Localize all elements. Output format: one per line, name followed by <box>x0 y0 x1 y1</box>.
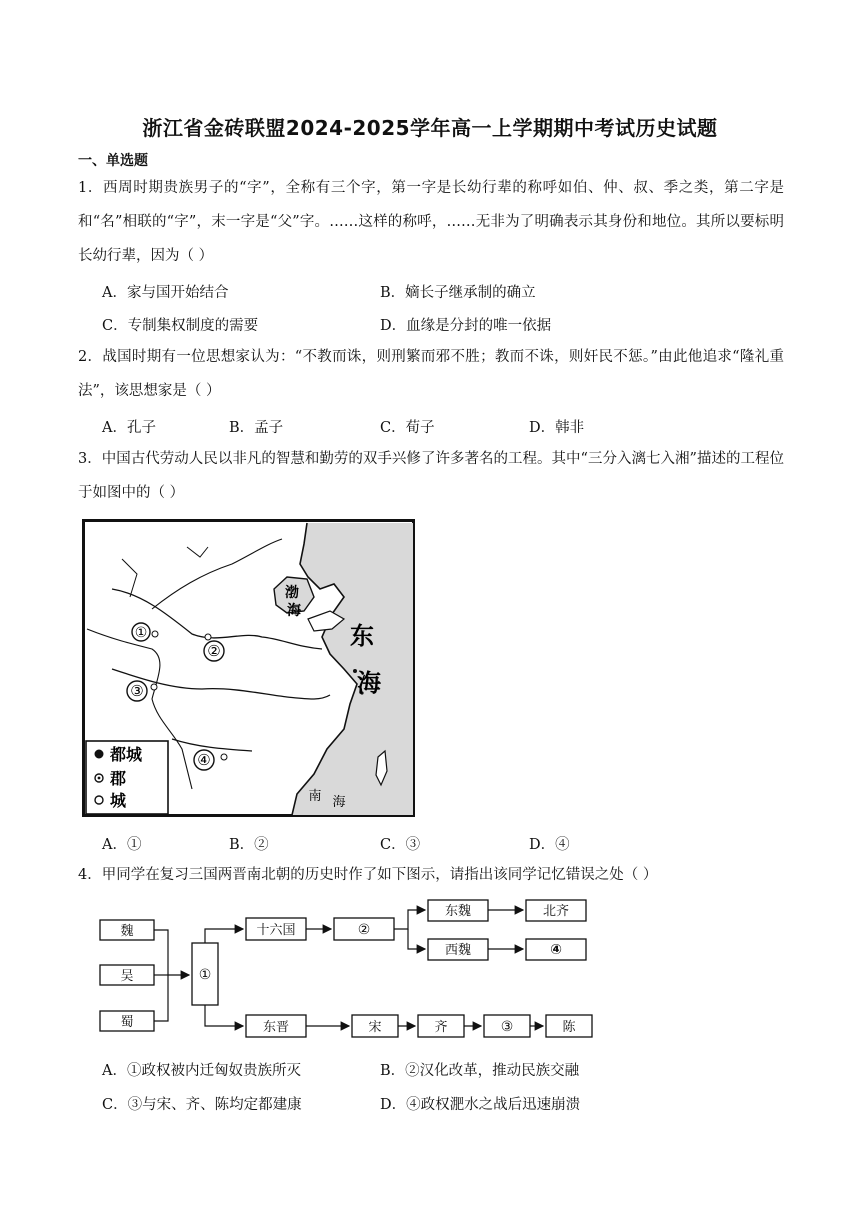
q2-option-c[interactable]: C．荀子 <box>380 420 435 436</box>
box-sixteen-kingdoms: 十六国 <box>256 923 296 938</box>
q1-option-d[interactable]: D．血缘是分封的唯一依据 <box>380 318 552 334</box>
q2-option-a[interactable]: A．孔子 <box>102 420 156 436</box>
box-qi: 齐 <box>434 1020 448 1035</box>
q1-option-a[interactable]: A．家与国开始结合 <box>102 285 229 301</box>
box-chen: 陈 <box>562 1020 576 1035</box>
box-4: ④ <box>550 942 562 958</box>
q4-option-b[interactable]: B．②汉化改革，推动民族交融 <box>380 1063 580 1079</box>
box-east-wei: 东魏 <box>444 904 472 919</box>
bohai-label-2: 海 <box>287 603 301 619</box>
box-3: ③ <box>500 1019 514 1035</box>
question-4-stem: 4．甲同学在复习三国两晋南北朝的历史时作了如下图示，请指出该同学记忆错误之处（ ） <box>78 867 658 883</box>
q3-option-b[interactable]: B．② <box>229 837 269 853</box>
box-eastern-jin: 东晋 <box>262 1020 290 1035</box>
q2-option-b[interactable]: B．孟子 <box>229 420 284 436</box>
south-sea-label-1: 南 <box>308 789 322 804</box>
legend-commandery: 郡 <box>110 769 127 788</box>
east-sea-label-1: 东 <box>350 622 374 650</box>
q4-option-d[interactable]: D．④政权淝水之战后迅速崩溃 <box>380 1097 581 1113</box>
q3-option-d[interactable]: D．④ <box>529 837 570 853</box>
page-title: 浙江省金砖联盟2024-2025学年高一上学期期中考试历史试题 <box>142 116 718 140</box>
south-sea-label-2: 海 <box>332 795 346 810</box>
section-heading: 一、单选题 <box>78 153 148 169</box>
map-marker-1: ① <box>134 625 148 641</box>
historical-map <box>82 519 415 817</box>
box-west-wei: 西魏 <box>444 943 472 958</box>
q1-option-b[interactable]: B．嫡长子继承制的确立 <box>380 285 536 301</box>
question-3-stem: 3．中国古代劳动人民以非凡的智慧和勤劳的双手兴修了许多著名的工程。其中“三分入漓七入湘”描述的工程位于如图中的（ ） <box>78 451 784 501</box>
map-marker-3: ③ <box>130 682 144 700</box>
map-marker-2: ② <box>207 642 221 660</box>
dynasty-flow-diagram <box>96 893 596 1049</box>
east-sea-label-2: 海 <box>357 669 381 697</box>
box-2: ② <box>357 922 371 938</box>
bohai-label-1: 渤 <box>285 585 299 601</box>
q3-option-a[interactable]: A．① <box>102 837 142 853</box>
question-2-stem: 2．战国时期有一位思想家认为：“不教而诛，则刑繁而邪不胜；教而不诛，则奸民不惩。”由此他追求“隆礼重法”，该思想家是（ ） <box>78 349 784 399</box>
q2-option-d[interactable]: D．韩非 <box>529 420 585 436</box>
map-marker-4: ④ <box>197 751 211 769</box>
box-northern-qi: 北齐 <box>542 904 570 919</box>
q1-option-c[interactable]: C．专制集权制度的需要 <box>102 318 259 334</box>
legend-capital: 都城 <box>110 745 143 764</box>
box-shu: 蜀 <box>120 1015 134 1030</box>
q4-option-c[interactable]: C．③与宋、齐、陈均定都建康 <box>102 1097 302 1113</box>
q4-option-a[interactable]: A．①政权被内迁匈奴贵族所灭 <box>102 1063 301 1079</box>
legend-city: 城 <box>110 791 127 810</box>
box-song: 宋 <box>368 1020 382 1035</box>
box-1: ① <box>198 967 212 983</box>
box-wu: 吴 <box>120 969 134 984</box>
box-wei: 魏 <box>120 924 134 939</box>
question-1-stem: 1．西周时期贵族男子的“字”，全称有三个字，第一字是长幼行辈的称呼如伯、仲、叔、季之类，第二字是和“名”相联的“字”，末一字是“父”字。……这样的称呼，……无非为了明确表示其身份和地位。其所以要标明长幼行辈，因为（ ） <box>78 180 784 264</box>
q3-option-c[interactable]: C．③ <box>380 837 421 853</box>
